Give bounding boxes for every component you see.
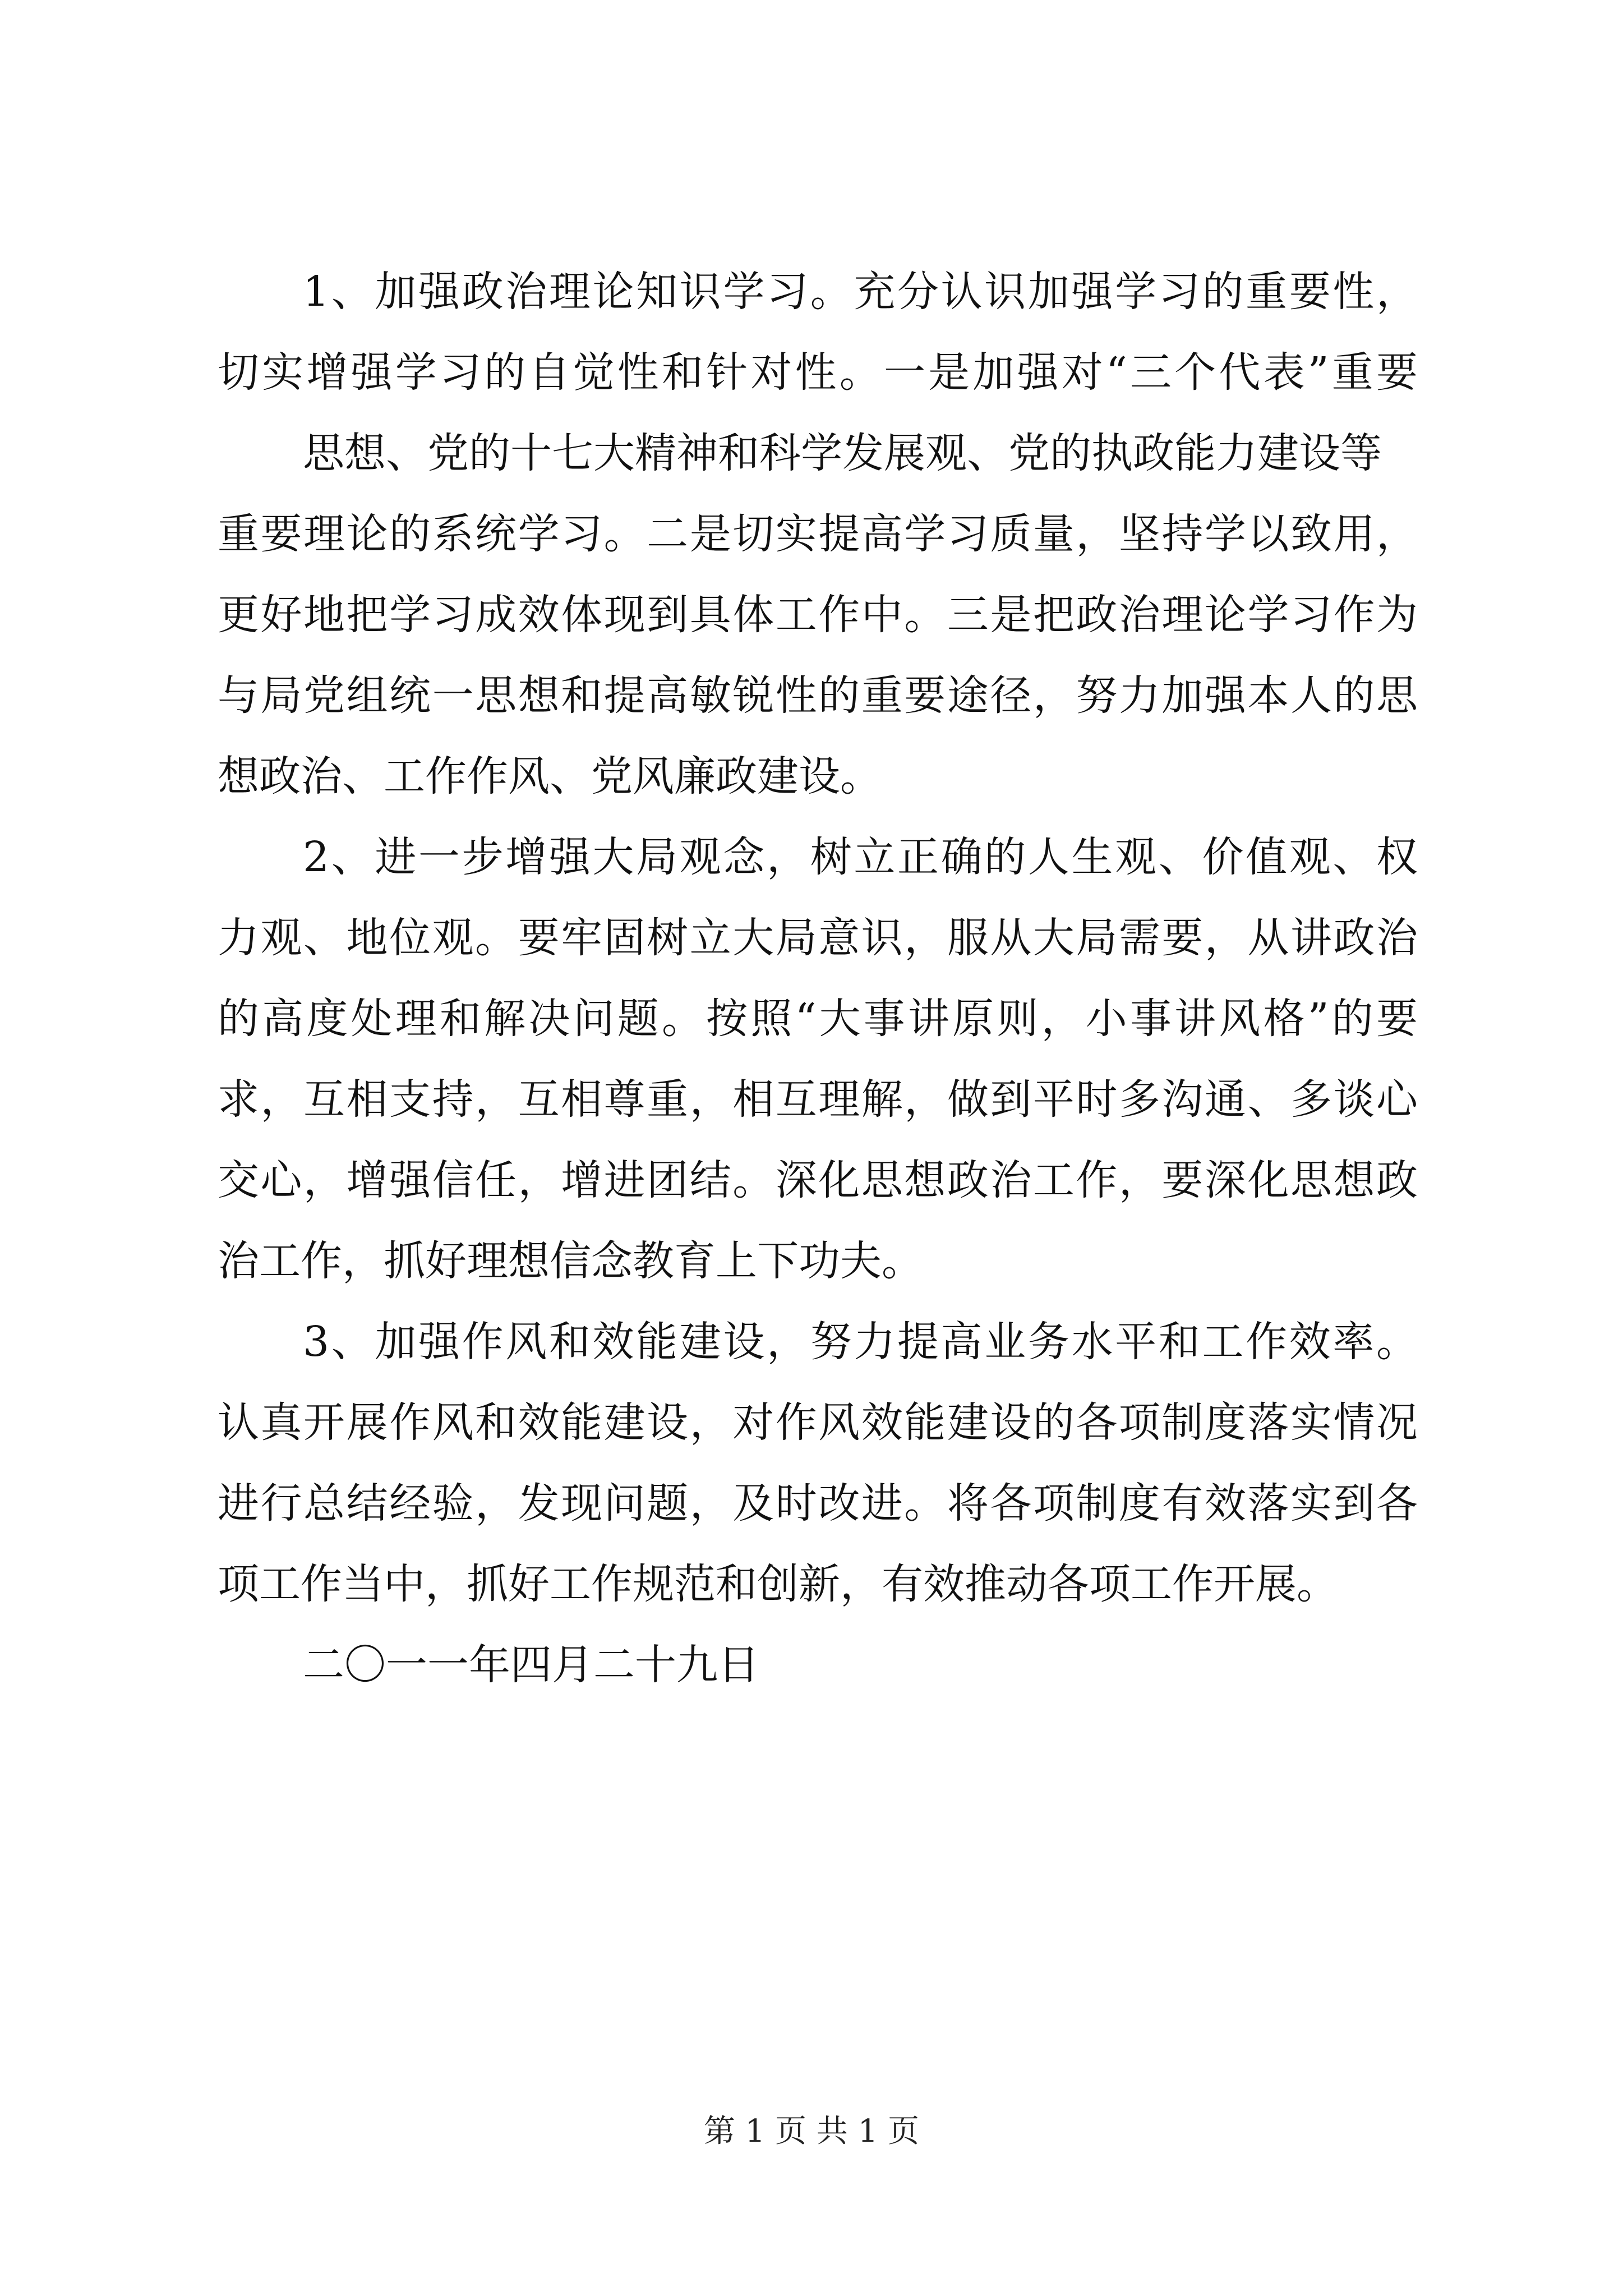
paragraph-1-line-2: 切实增强学习的自觉性和针对性。一是加强对“三个代表”重要 [218, 348, 1418, 397]
paragraph-3-line-4: 项工作当中，抓好工作规范和创新，有效推动各项工作开展。 [218, 1560, 1338, 1608]
document-date: 二〇一一年四月二十九日 [303, 1641, 759, 1689]
paragraph-2-line-5: 交心，增强信任，增进团结。深化思想政治工作，要深化思想政 [218, 1156, 1418, 1204]
paragraph-1-line-4: 重要理论的系统学习。二是切实提高学习质量，坚持学以致用， [218, 510, 1418, 558]
paragraph-3-line-1: 3、加强作风和效能建设，努力提高业务水平和工作效率。 [303, 1318, 1418, 1366]
paragraph-2-line-1: 2、进一步增强大局观念，树立正确的人生观、价值观、权 [303, 833, 1418, 881]
document-body [218, 251, 1418, 1705]
paragraph-2-line-4: 求，互相支持，互相尊重，相互理解，做到平时多沟通、多谈心 [218, 1075, 1418, 1124]
paragraph-1-line-1: 1、加强政治理论知识学习。充分认识加强学习的重要性， [303, 268, 1418, 316]
paragraph-1-line-3: 思想、党的十七大精神和科学发展观、党的执政能力建设等 [303, 429, 1382, 477]
paragraph-1-line-7: 想政治、工作作风、党风廉政建设。 [218, 752, 882, 800]
paragraph-3-line-3: 进行总结经验，发现问题，及时改进。将各项制度有效落实到各 [218, 1479, 1418, 1527]
paragraph-2-line-6: 治工作，抓好理想信念教育上下功夫。 [218, 1237, 923, 1285]
paragraph-2-line-3: 的高度处理和解决问题。按照“大事讲原则，小事讲风格”的要 [218, 995, 1418, 1043]
paragraph-3-line-2: 认真开展作风和效能建设，对作风效能建设的各项制度落实情况 [218, 1398, 1418, 1447]
paragraph-1-line-5: 更好地把学习成效体现到具体工作中。三是把政治理论学习作为 [218, 591, 1418, 639]
paragraph-2-line-2: 力观、地位观。要牢固树立大局意识，服从大局需要，从讲政治 [218, 914, 1418, 962]
paragraph-1-line-6: 与局党组统一思想和提高敏锐性的重要途径，努力加强本人的思 [218, 671, 1418, 720]
page-footer: 第 1 页 共 1 页 [703, 2113, 920, 2150]
